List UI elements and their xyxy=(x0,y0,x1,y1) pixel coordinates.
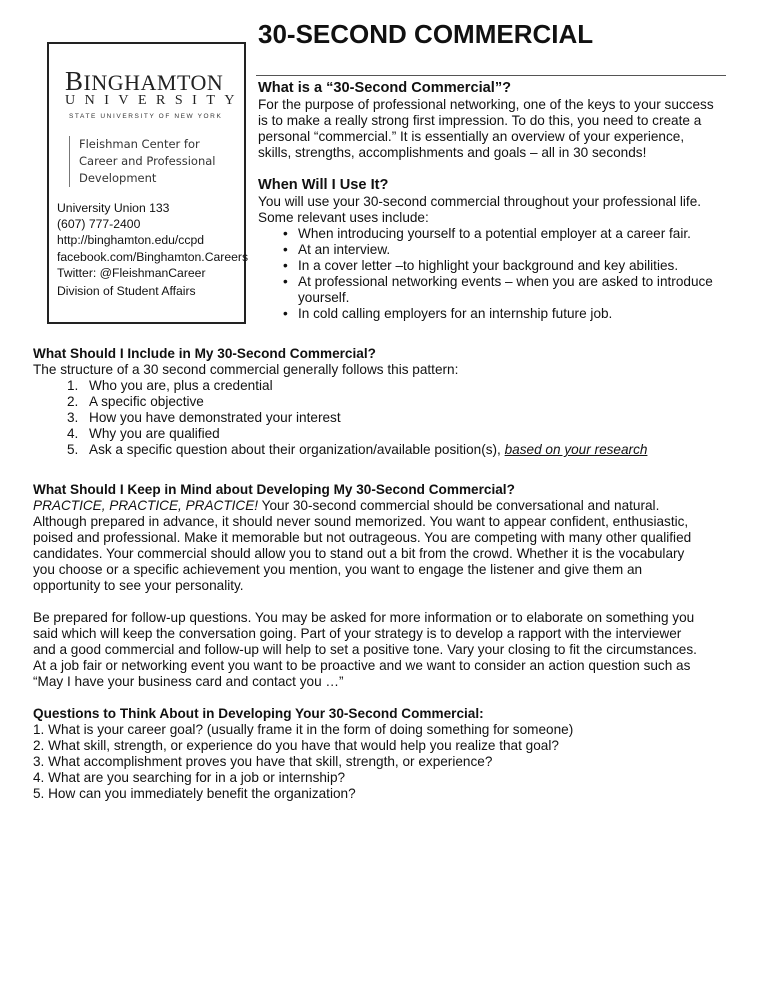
text-line: skills, strengths, accomplishments and goals – all in 30 seconds! xyxy=(258,145,647,160)
contact-info xyxy=(57,200,248,299)
question-item: 2. What skill, strength, or experience do you have that would help you realize that goal? xyxy=(33,738,559,753)
bullet-icon: • xyxy=(283,226,288,241)
text-line: Although prepared in advance, it should never sound memorized. You want to appear confident, enthusiastic, xyxy=(33,514,689,529)
item-number: 3. xyxy=(67,410,79,425)
list-item-continued xyxy=(258,290,714,306)
text-line: said which will keep the conversation going. Part of your strategy is to develop a rapport with the interviewer xyxy=(33,626,682,641)
logo-suny: STATE UNIVERSITY OF NEW YORK xyxy=(69,113,223,120)
logo-initial: B xyxy=(65,66,84,96)
question-item: 4. What are you searching for in a job or internship? xyxy=(33,770,346,785)
text-line: The structure of a 30 second commercial generally follows this pattern: xyxy=(33,362,459,377)
text-line: is to make a really strong first impression. To do this, you need to create a xyxy=(258,113,702,128)
bullet-text: yourself. xyxy=(298,290,350,305)
question-item: 1. What is your career goal? (usually frame it in the form of doing something for someone) xyxy=(33,722,574,737)
center-line: Career and Professional xyxy=(79,154,216,168)
center-name xyxy=(69,136,216,187)
text-line: You will use your 30-second commercial throughout your professional life. xyxy=(258,194,702,209)
twitter-handle[interactable]: Twitter: @FleishmanCareer xyxy=(57,265,206,280)
text-line: At a job fair or networking event you want to be proactive and we want to consider an action question such as xyxy=(33,658,691,673)
text-line: candidates. Your commercial should allow you to stand out a bit from the crowd. Whether it is the vocabulary xyxy=(33,546,685,561)
text-line: opportunity to see your personality. xyxy=(33,578,244,593)
include-heading: What Should I Include in My 30-Second Commercial? xyxy=(33,346,376,361)
bullet-text: At professional networking events – when you are asked to introduce xyxy=(298,274,713,289)
list-item xyxy=(33,394,743,410)
text-line: Some relevant uses include: xyxy=(258,210,429,225)
text-line: personal “commercial.” It is essentially an overview of your experience, xyxy=(258,129,685,144)
list-item xyxy=(258,258,714,274)
bullet-text: At an interview. xyxy=(298,242,391,257)
text-span: Your 30-second commercial should be conversational and natural. xyxy=(258,498,660,513)
text-line xyxy=(33,498,743,514)
main-content xyxy=(33,346,743,802)
list-item xyxy=(33,426,743,442)
item-text: Why you are qualified xyxy=(89,426,220,441)
bullet-icon: • xyxy=(283,242,288,257)
questions-heading: Questions to Think About in Developing Your 30-Second Commercial: xyxy=(33,706,484,721)
bullet-icon: • xyxy=(283,258,288,273)
item-number: 5. xyxy=(67,442,79,457)
center-line: Fleishman Center for xyxy=(79,137,200,151)
question-item: 5. How can you immediately benefit the organization? xyxy=(33,786,356,801)
list-item xyxy=(33,410,743,426)
item-text: Ask a specific question about their organization/available position(s), xyxy=(89,442,505,457)
list-item xyxy=(258,274,714,290)
address: University Union 133 xyxy=(57,201,170,215)
item-text: Who you are, plus a credential xyxy=(89,378,273,393)
text-line: and a good commercial and follow-up will help to set a positive tone. Vary your closing to fit the circumstances. xyxy=(33,642,697,657)
item-text: A specific objective xyxy=(89,394,204,409)
facebook-link[interactable]: facebook.com/Binghamton.Careers xyxy=(57,249,249,264)
item-number: 4. xyxy=(67,426,79,441)
website-link[interactable]: http://binghamton.edu/ccpd xyxy=(57,233,205,248)
emphasis-text: PRACTICE, PRACTICE, PRACTICE! xyxy=(33,498,259,513)
text-line: Be prepared for follow-up questions. You may be asked for more information or to elaborate on something you xyxy=(33,610,695,625)
text-line: you choose or a specific achievement you mention, you want to engage the listener and give them an xyxy=(33,562,643,577)
list-item xyxy=(33,378,743,394)
when-heading: When Will I Use It? xyxy=(258,177,389,193)
what-is-heading: What is a “30-Second Commercial”? xyxy=(258,80,512,96)
item-number: 2. xyxy=(67,394,79,409)
page-title: 30-SECOND COMMERCIAL xyxy=(258,19,594,49)
intro-section xyxy=(258,80,714,322)
bullet-icon: • xyxy=(283,274,288,289)
contact-box xyxy=(47,42,249,324)
phone: (607) 777-2400 xyxy=(57,217,141,232)
bullet-text: In cold calling employers for an internship future job. xyxy=(298,306,613,321)
list-item xyxy=(258,242,714,258)
question-item: 3. What accomplishment proves you have that skill, strength, or experience? xyxy=(33,754,493,769)
division: Division of Student Affairs xyxy=(57,284,196,299)
item-number: 1. xyxy=(67,378,79,393)
list-item xyxy=(258,306,714,322)
list-item xyxy=(258,226,714,242)
bullet-text: In a cover letter –to highlight your background and key abilities. xyxy=(298,258,679,273)
title-divider xyxy=(256,75,726,76)
logo-name: INGHAMTON xyxy=(83,70,224,95)
item-text: How you have demonstrated your interest xyxy=(89,410,341,425)
research-link[interactable]: based on your research xyxy=(504,442,648,457)
center-line: Development xyxy=(79,171,157,185)
text-line: For the purpose of professional networking, one of the keys to your success xyxy=(258,97,714,112)
list-item xyxy=(33,442,743,458)
text-line: “May I have your business card and contact you …” xyxy=(33,674,344,689)
text-line: poised and professional. Make it memorable but not outrageous. You are competing with many other qualified xyxy=(33,530,692,545)
keep-heading: What Should I Keep in Mind about Developing My 30-Second Commercial? xyxy=(33,482,515,497)
bullet-icon: • xyxy=(283,306,288,321)
bullet-text: When introducing yourself to a potential employer at a career fair. xyxy=(298,226,691,241)
logo-university: UNIVERSITY xyxy=(65,93,244,108)
